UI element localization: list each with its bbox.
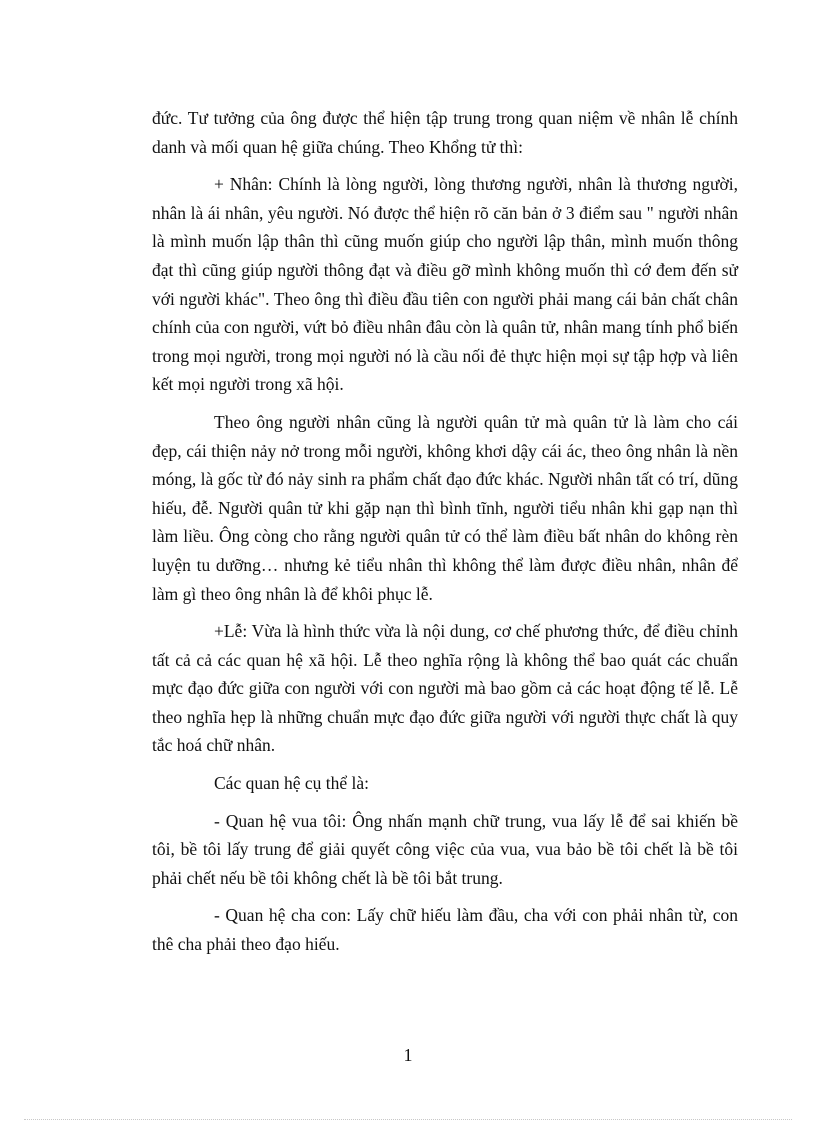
paragraph-continuation: đức. Tư tưởng của ông được thể hiện tập trung trong quan niệm về nhân lễ chính danh và mối quan hệ giữa chúng. Theo Khổng tử thì: — [152, 108, 738, 157]
paragraph-cha-con: - Quan hệ cha con: Lấy chữ hiếu làm đầu, cha với con phải nhân từ, con thê cha phải theo đạo hiếu. — [152, 905, 738, 955]
paragraph-le: +Lễ: Vừa là hình thức vừa là nội dung, cơ chế phương thức, để điều chỉnh tất cả cả các quan hệ xã hội. Lễ theo nghĩa rộng là không thể bao quát các chuẩn mực đạo đức giữa con người với con người mà bao gồm cả các hoạt động tế lễ. Lễ theo nghĩa hẹp là những chuẩn mực đạo đức giữa người với người thực chất là quy tắc hoá chữ nhân. — [152, 621, 738, 756]
paragraph-vua-toi: - Quan hệ vua tôi: Ông nhấn mạnh chữ trung, vua lấy lễ để sai khiến bề tôi, bề tôi lấy trung để giải quyết công việc của vua, vua bảo bề tôi chết là bề tôi phải chết nếu bề tôi không chết là bề tôi bắt trung. — [152, 810, 738, 888]
paragraph-quan-tu: Theo ông người nhân cũng là người quân tử mà quân tử là làm cho cái đẹp, cái thiện nảy nở trong mỗi người, không khơi dậy cái ác, theo ông nhân là nền móng, là gốc từ đó nảy sinh ra phẩm chất đạo đức khác. Người nhân tất có trí, dũng hiếu, đễ. Người quân tử khi gặp nạn thì bình tĩnh, người tiểu nhân khi gạp nạn thì làm liều. Ông còng cho rằng người quân tử có thể làm điều bất nhân do không rèn luyện tu dưỡng… nhưng kẻ tiểu nhân thì không thể làm được điều nhân, nhân để làm gì theo ông nhân là để khôi phục lễ. — [152, 411, 738, 604]
body-text — [152, 104, 738, 968]
paragraph-relations-intro: Các quan hệ cụ thể là: — [214, 773, 370, 794]
paragraph-nhan: + Nhân: Chính là lòng người, lòng thương người, nhân là thương người, nhân là ái nhân, yêu người. Nó được thể hiện rõ căn bản ở 3 điểm sau " người nhân là mình muốn lập thân thì cũng muốn giúp cho người lập thân, mình muốn thông đạt thì cũng giúp người thông đạt và điều gỡ mình không muốn thì cớ đem đến sử với người khác". Theo ông thì điều đầu tiên con người phải mang cái bản chất chân chính của con người, vứt bỏ điều nhân đâu còn là quân tử, nhân mang tính phổ biến trong mọi người, trong mọi người nó là cầu nối đẻ thực hiện mọi sự tập hợp và liên kết mọi người trong xã hội. — [152, 174, 738, 395]
page-number: 1 — [403, 1045, 413, 1065]
page-bottom-border — [24, 1119, 792, 1120]
